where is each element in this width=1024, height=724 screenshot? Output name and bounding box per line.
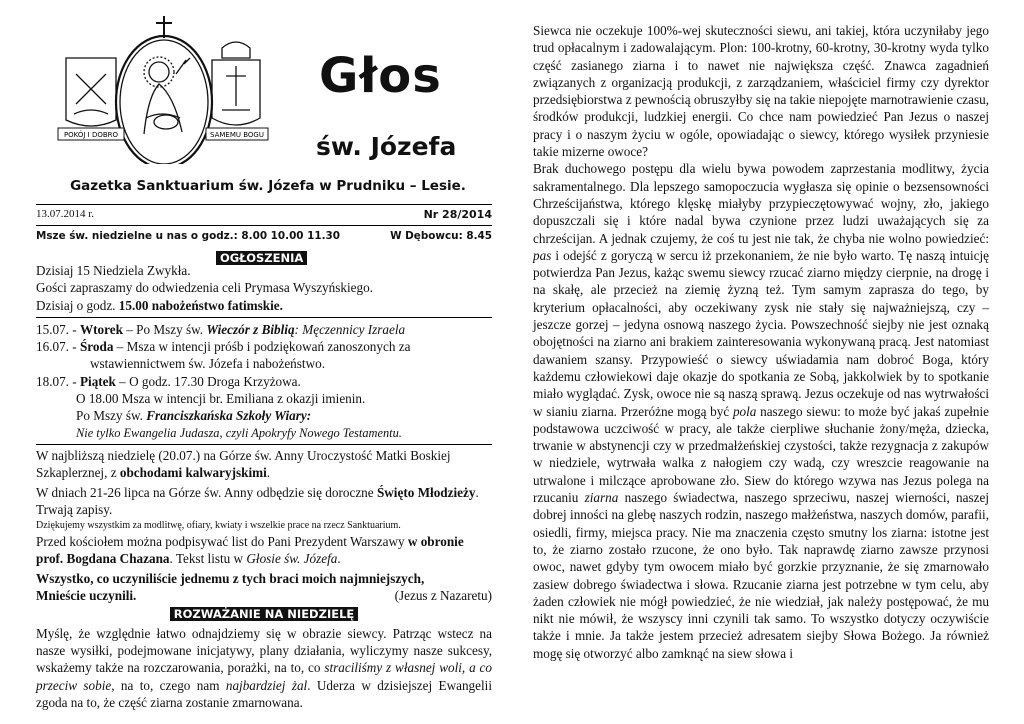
right-column (533, 22, 989, 722)
announcement-item: Nie tylko Ewangelia Judasza, czyli Apokryfy Nowego Testamentu. (76, 425, 402, 440)
announcement-item: W dniach 21-26 lipca na Górze św. Anny odbędzie się doroczne Święto Młodzieży. Trwają zapisy. (36, 484, 479, 517)
announcements (36, 262, 492, 711)
announcement-item: W najbliższą niedzielę (20.07.) na Górze św. Anny Uroczystość Matki Boskiej Szkaplerznej, z obchodami kalwaryjskimi. (36, 447, 451, 481)
quote-line: Wszystko, co uczyniliście jednemu z tych braci moich najmniejszych, (36, 570, 425, 586)
emblem-right-caption: SAMEMU BOGU (210, 131, 264, 139)
announcements-heading: OGŁOSZENIA (216, 251, 307, 265)
masthead-title-line2: św. Józefa (316, 132, 457, 161)
thanks-note: Dziękujemy wszystkim za modlitwę, ofiary, kwiaty i wszelkie prace na rzecz Sanktuarium. (36, 520, 401, 532)
left-column (36, 14, 492, 714)
issue-date: 13.07.2014 r. (36, 208, 95, 220)
quote-source: (Jezus z Nazaretu) (394, 588, 492, 604)
article-paragraph: Siewca nie oczekuje 100%-wej skuteczności siewu, ani takiej, która uczyniłaby jego trud opłacalnym i zadowalającym. Plon: 100-krotny, 60-krotny, 30-krotny wyda tylko część zasianego ziarna i to nawet nie największa część. Znawca zagadnień związanych z organizacją produkcji, z zarządzaniem, właściciel firmy czy dyrektor przedsiębiorstwa z pewnością obruszyłby się na takie niepojęte marnotrawienie czasu, środków produkcji, ludzkiej energii. Co chce nam powiedzieć Pan Jezus o naszej pracy i o naszym życiu w ogóle, opowiadając o siewcy, którego wysiłek przyniesie takie mizerne owoce? (533, 23, 989, 160)
quote-line: Mnieście uczynili. (Jezus z Nazaretu) (36, 588, 492, 604)
emblem-left-caption: POKÓJ I DOBRO (63, 131, 119, 139)
divider (36, 444, 492, 445)
announcement-item: Przed kościołem można podpisywać list do Pani Prezydent Warszawy w obronie prof. Bogdana Chazana. Tekst listu w Głosie św. Józefa. (36, 534, 464, 567)
article-paragraph: Brak duchowego postępu dla wielu bywa powodem zaprzestania modlitwy, życia sakramentalnego. Dla lepszego samopoczucia wygłasza się opinie o bezsensowności Chrześcijaństwa, którego klęskę miałyby przypieczętowywać wojny, zło, jakiego dopuszczali się i które nadal bywa czynione przez ludzi uważających się za chrześcijan. A jednak czujemy, że coś tu jest nie tak, że chyba nie wolno powiedzieć: pas i odejść z goryczą w sercu iż przekonaniem, że nie było warto. Tę naszą intuicję potwierdza Pan Jezus, każąc swemu siewcy rzucać ziarno między cierpnie, na drogę i na skałę, ale przecież na ziemię żyzną też. Tym samym zaprasza do tego, by kryterium opłacalności, aby oczekiwany zysk nie stały się najważniejszą, czy – jeszcze gorzej – jedyna osnową naszego życia. Powszechność siejby nie jest oznaką obojętności na ziarno ani brakiem zainteresowania wykonywaną pracą. Jest natomiast dawaniem szansy. Przypowieść o siewcy uświadamia nam dobroć Boga, który każdemu człowiekowi daje okazje do spotkania ze Sobą, jakkolwiek by to spotkanie miało wyglądać. Zysk, owoce nie są naszą sprawą. Jezus oczekuje od nas wytrwałości w sianiu ziarna. Przeróżne mogą być pola naszego siewu: to może być jakaś zupełnie podstawowa uczciwość w pracy, ale także cierpliwe słuchanie żony/męża, dziecka, trwanie w abstynencji czy w przedmałżeńskiej czystości, także rezygnacja z zakupów w niedziele, wytrwała walka z nałogiem czy wadą, czy wreszcie reagowanie na utrwalone i milczące aprobowane zło. Siew do którego wzywa nas Jezus polega na rzucaniu ziarna naszego świadectwa, naszego sprzeciwu, naszej wierności, naszej dobrej inności na glebę naszych rodzin, naszego małżeństwa, naszych domów, parafii, osiedli, firmy, miejsca pracy. Nie ma znaczenia często smutny los ziarna: istotne jest to, że ziarno zostało rzucone, że ono było. Tak naprawdę ziarno zawsze przynosi owoc, nawet gdyby tym owocem miało być gorzkie przyznanie, że się zmarnowało zasiew dobrego świadectwa i słowa. Rzucanie ziarna jest potrzebne w tym celu, aby żaden człowiek nie mógł powiedzieć, że nie wiedział, jak należy postępować, że mu nikt nie mówił, że wszyscy inni czynili tak samo. To wszystko dotyczy oczywiście także i mnie. Ja także jestem przecież adresatem siejby Słowa Bożego. Ja również mogę się otworzyć albo zamknąć na siew słowa i (533, 161, 989, 661)
announcement-item: Gości zapraszamy do odwiedzenia celi Prymasa Wyszyńskiego. (36, 280, 373, 296)
masthead-title: Głos (319, 48, 442, 104)
sunday-masses: Msze św. niedzielne u nas o godz.: 8.00 10.00 11.30 (36, 230, 341, 242)
announcement-item: Dzisiaj o godz. 15.00 nabożeństwo fatimskie. (36, 297, 283, 313)
mass-times (36, 230, 492, 242)
divider (36, 204, 492, 205)
divider (36, 317, 492, 318)
announcement-item: Dzisiaj 15 Niedziela Zwykła. (36, 263, 191, 278)
masthead-subtitle: Gazetka Sanktuarium św. Józefa w Prudniku – Lesie. (70, 178, 466, 194)
sanctuary-emblem-image (36, 14, 276, 164)
reflection-heading: ROZWAŻANIE NA NIEDZIELĘ (170, 607, 359, 621)
date-line (36, 208, 492, 220)
announcement-item: O 18.00 Msza w intencji br. Emiliana z okazji imienin. (76, 391, 366, 407)
announcement-item: 15.07. - Wtorek – Po Mszy św. Wieczór z Biblią: Męczennicy Izraela (36, 321, 406, 337)
issue-number: Nr 28/2014 (423, 208, 492, 221)
announcement-item: 18.07. - Piątek – O godz. 17.30 Droga Krzyżowa. (36, 373, 301, 389)
announcement-item: Po Mszy św. Franciszkańska Szkoły Wiary: (76, 408, 312, 424)
divider (36, 225, 492, 226)
announcement-item: 16.07. - Środa – Msza w intencji próśb i podziękowań zanoszonych za wstawiennictwem św. Józefa i nabożeństwo. (36, 339, 411, 372)
debowiec-mass: W Dębowcu: 8.45 (390, 230, 492, 242)
reflection-paragraph: Myślę, że względnie łatwo odnajdziemy się w obrazie siewcy. Patrząc wstecz na nasze wysiłki, podejmowane inicjatywy, plany działania, wyliczymy nasze sukcesy, wskażemy także na rozczarowania, porażki, na to, co straciliśmy z własnej woli, a co przeciw sobie, na to, czego nam najbardziej żal. Uderza w dzisiejszej Ewangelii zgoda na to, że część ziarna zostanie zmarnowana. (36, 625, 492, 710)
